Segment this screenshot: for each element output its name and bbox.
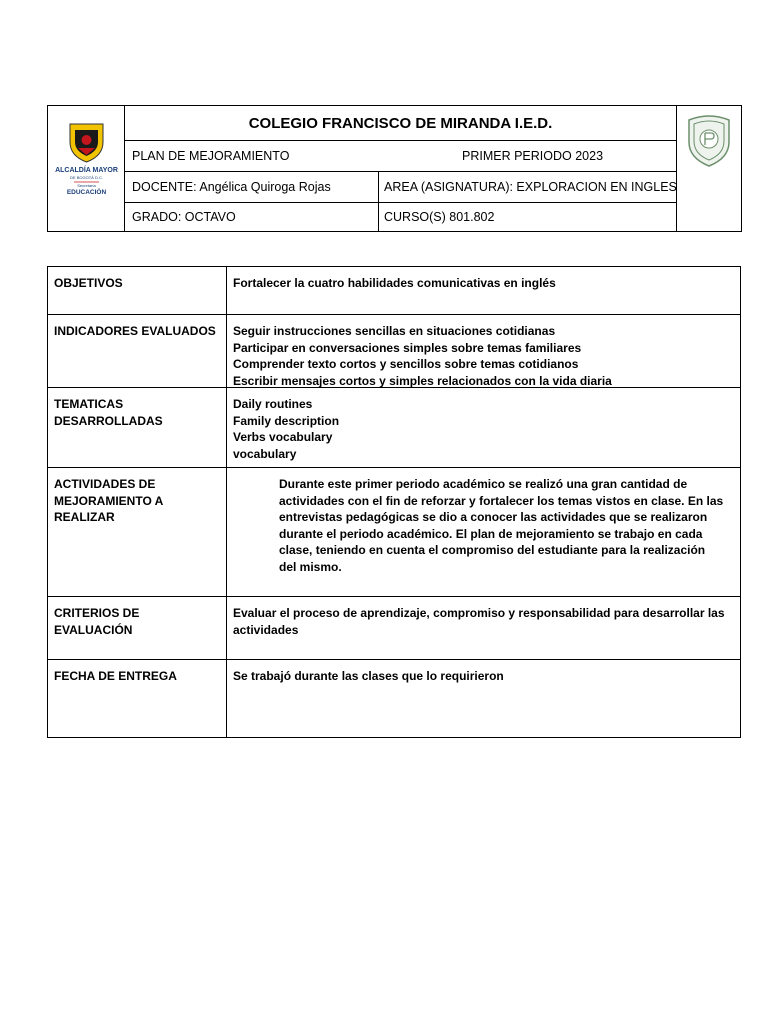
- row-objetivos: [48, 267, 740, 315]
- row-actividades: [48, 468, 740, 597]
- indicator-item: Seguir instrucciones sencillas en situaciones cotidianas: [233, 324, 556, 338]
- bogota-shield-icon: [70, 124, 103, 162]
- criterios-value: Evaluar el proceso de aprendizaje, compromiso y responsabilidad para desarrollar las actividades: [233, 606, 725, 637]
- tematicas-list: [227, 388, 740, 470]
- objetivos-value: Fortalecer la cuatro habilidades comunicativas en inglés: [233, 276, 556, 290]
- indicator-item: Comprender texto cortos y sencillos sobre temas cotidianos: [233, 357, 579, 371]
- tematica-item: vocabulary: [233, 446, 297, 461]
- plan-title: PLAN DE MEJORAMIENTO: [132, 149, 290, 163]
- row-indicadores: [48, 315, 740, 388]
- logo-line-4: EDUCACIÓN: [66, 189, 107, 196]
- indicadores-list: [227, 315, 740, 397]
- tematica-item: Verbs vocabulary: [233, 430, 333, 444]
- plan-table: [47, 266, 741, 738]
- header-row-docente: [125, 172, 676, 203]
- grado-label: GRADO: OCTAVO: [132, 210, 236, 224]
- docente-label: DOCENTE: Angélica Quiroga Rojas: [132, 180, 331, 194]
- fecha-value: Se trabajó durante las clases que lo requirieron: [233, 669, 504, 683]
- indicator-item: Participar en conversaciones simples sobre temas familiares: [233, 340, 582, 355]
- logo-line-3: Secretaría: [77, 183, 96, 188]
- actividades-text: Durante este primer periodo académico se realizó una gran cantidad de actividades con el fin de reforzar y fortalecer los temas vistos en clase. En las entrevistas pedagógicas se dio a conocer las actividades que se realizaron durante el periodo académico. El plan de mejoramiento se trabajo en cada clase, teniendo en cuenta el compromiso del estudiante para la realización del mismo.: [279, 477, 724, 574]
- header-row-plan: [125, 141, 676, 172]
- header-center: [125, 106, 676, 231]
- indicadores-label: INDICADORES EVALUADOS: [48, 315, 227, 387]
- area-label: AREA (ASIGNATURA): EXPLORACION EN INGLES: [384, 180, 677, 194]
- school-crest: [676, 106, 741, 231]
- indicator-item: Escribir mensajes cortos y simples relacionados con la vida diaria: [233, 373, 612, 388]
- tematica-item: Family description: [233, 413, 340, 428]
- criterios-label: CRITERIOS DE EVALUACIÓN: [48, 597, 227, 659]
- row-tematicas: [48, 388, 740, 468]
- header-row-grado: [125, 203, 676, 231]
- header-row-title: [125, 106, 676, 141]
- period-label: PRIMER PERIODO 2023: [462, 149, 604, 163]
- actividades-label: ACTIVIDADES DE MEJORAMIENTO A REALIZAR: [48, 468, 227, 596]
- row-criterios: [48, 597, 740, 660]
- header-table: [47, 105, 742, 232]
- curso-label: CURSO(S) 801.802: [384, 210, 495, 224]
- objetivos-label: OBJETIVOS: [48, 267, 227, 314]
- row-fecha: [48, 660, 740, 737]
- tematicas-label: TEMATICAS DESARROLLADAS: [48, 388, 227, 467]
- fecha-label: FECHA DE ENTREGA: [48, 660, 227, 737]
- alcaldia-logo: [48, 106, 125, 231]
- tematica-item: Daily routines: [233, 397, 313, 411]
- logo-line-1: ALCALDÍA MAYOR: [55, 167, 118, 174]
- school-name: COLEGIO FRANCISCO DE MIRANDA I.E.D.: [248, 115, 553, 132]
- school-shield-icon: [689, 116, 729, 166]
- logo-line-2: DE BOGOTÁ D.C.: [70, 175, 103, 180]
